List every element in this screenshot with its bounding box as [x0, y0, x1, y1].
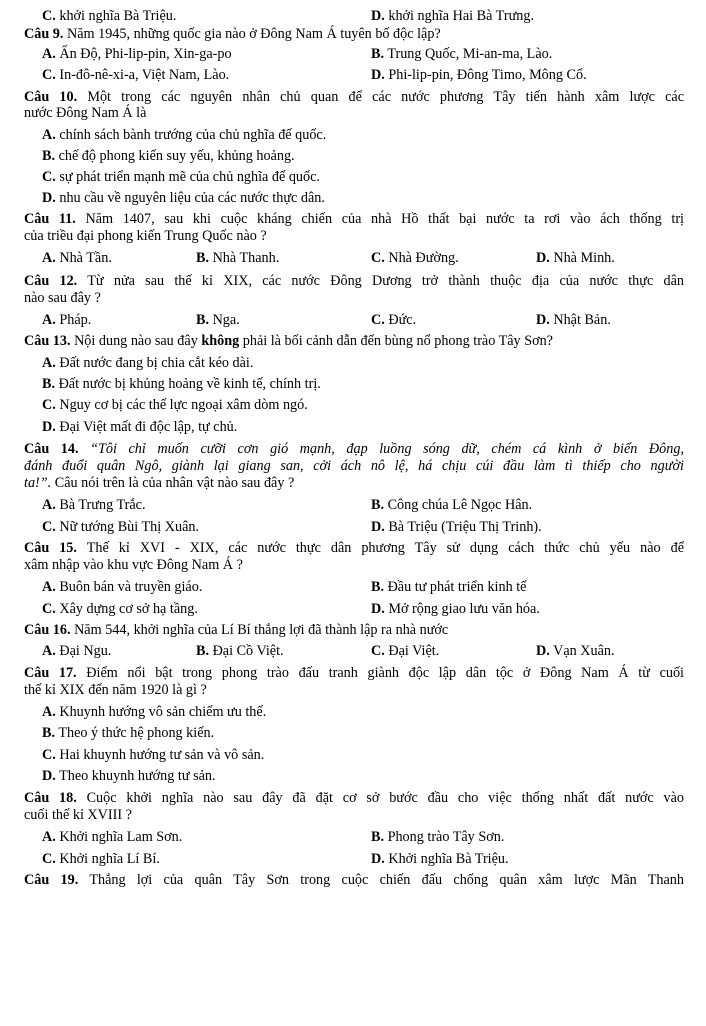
q15-option-a: A. Buôn bán và truyền giáo.	[42, 579, 203, 595]
q14-option-c: C. Nữ tướng Bùi Thị Xuân.	[42, 519, 200, 535]
q13-option-c: C. Nguy cơ bị các thế lực ngoại xâm dòm ngó.	[42, 397, 308, 413]
q18-option-a: A. Khởi nghĩa Lam Sơn.	[42, 829, 183, 845]
q9-option-a: A. Ấn Độ, Phi-lip-pin, Xin-ga-po	[42, 46, 232, 62]
q12-option-d: D. Nhật Bản.	[536, 312, 611, 328]
q12-option-a: A. Pháp.	[42, 312, 92, 328]
question-14-quote: đánh đuổi quân Ngô, giành lại giang san, cởi ách nô lệ, há chịu cúi đầu làm tì thiếp cho người	[24, 458, 684, 474]
q9-option-b: B. Trung Quốc, Mi-an-ma, Lào.	[371, 46, 553, 62]
question-15-cont: xâm nhập vào khu vực Đông Nam Á ?	[24, 557, 243, 573]
question-18: Câu 18. Cuộc khởi nghĩa nào sau đây đã đặt cơ sở bước đầu cho việc thống nhất đất nước vào	[24, 790, 685, 806]
question-11: Câu 11. Năm 1407, sau khi cuộc kháng chiến của nhà Hồ thất bại nước ta rơi vào ách thống trị	[24, 211, 684, 227]
q18-option-c: C. Khởi nghĩa Lí Bí.	[42, 851, 160, 867]
q9-option-d: D. Phi-lip-pin, Đông Timo, Mông Cổ.	[371, 67, 587, 83]
q17-option-d: D. Theo khuynh hướng tư sản.	[42, 768, 216, 784]
q11-option-b: B. Nhà Thanh.	[196, 250, 280, 266]
q15-option-c: C. Xây dựng cơ sở hạ tầng.	[42, 601, 198, 617]
q14-option-a: A. Bà Trưng Trắc.	[42, 497, 146, 513]
question-17: Câu 17. Điểm nổi bật trong phong trào đấu tranh giành độc lập dân tộc ở Đông Nam Á từ cuối	[24, 665, 684, 681]
question-12-cont: nào sau đây ?	[24, 290, 101, 306]
q14-option-b: B. Công chúa Lê Ngọc Hân.	[371, 497, 533, 513]
option-c: C. khởi nghĩa Bà Triệu.	[42, 8, 177, 24]
q16-option-a: A. Đại Ngu.	[42, 643, 112, 659]
q14-option-d: D. Bà Triệu (Triệu Thị Trinh).	[371, 519, 542, 535]
q16-option-b: B. Đại Cồ Việt.	[196, 643, 284, 659]
q11-option-d: D. Nhà Minh.	[536, 250, 615, 266]
question-16: Câu 16. Năm 544, khởi nghĩa của Lí Bí thắng lợi đã thành lập ra nhà nước	[24, 622, 449, 638]
option-d: D. khởi nghĩa Hai Bà Trưng.	[371, 8, 534, 24]
q16-option-d: D. Vạn Xuân.	[536, 643, 615, 659]
question-10-cont: nước Đông Nam Á là	[24, 105, 147, 121]
question-9: Câu 9. Năm 1945, những quốc gia nào ở Đông Nam Á tuyên bố độc lập?	[24, 26, 441, 42]
question-14: Câu 14. “Tôi chỉ muốn cưỡi cơn gió mạnh, đạp luồng sóng dữ, chém cá kình ở biển Đông,	[24, 441, 685, 457]
question-15: Câu 15. Thế kỉ XVI - XIX, các nước thực dân phương Tây sử dụng cách thức chủ yếu nào để	[24, 540, 684, 556]
q18-option-d: D. Khởi nghĩa Bà Triệu.	[371, 851, 509, 867]
question-12: Câu 12. Từ nửa sau thế kỉ XIX, các nước Đông Dương trở thành thuộc địa của nước thực dân	[24, 273, 684, 289]
question-13: Câu 13. Nội dung nào sau đây không phải là bối cảnh dẫn đến bùng nổ phong trào Tây Sơn?	[24, 333, 553, 349]
q17-option-b: B. Theo ý thức hệ phong kiến.	[42, 725, 215, 741]
q10-option-b: B. chế độ phong kiến suy yếu, khủng hoảng.	[42, 148, 295, 164]
q11-option-a: A. Nhà Tần.	[42, 250, 112, 266]
q17-option-c: C. Hai khuynh hướng tư sản và vô sản.	[42, 747, 265, 763]
q11-option-c: C. Nhà Đường.	[371, 250, 459, 266]
q13-option-b: B. Đất nước bị khủng hoảng về kinh tế, chính trị.	[42, 376, 321, 392]
q13-option-a: A. Đất nước đang bị chia cắt kéo dài.	[42, 355, 254, 371]
q10-option-d: D. nhu cầu về nguyên liệu của các nước thực dân.	[42, 190, 325, 206]
q18-option-b: B. Phong trào Tây Sơn.	[371, 829, 505, 845]
q17-option-a: A. Khuynh hướng vô sản chiếm ưu thế.	[42, 704, 267, 720]
question-10: Câu 10. Một trong các nguyên nhân chủ quan để các nước phương Tây tiến hành xâm lược các	[24, 89, 685, 105]
q10-option-a: A. chính sách bành trướng của chủ nghĩa đế quốc.	[42, 127, 327, 143]
question-18-cont: cuối thế kỉ XVIII ?	[24, 807, 132, 823]
q10-option-c: C. sự phát triển mạnh mẽ của chủ nghĩa đế quốc.	[42, 169, 320, 185]
q16-option-c: C. Đại Việt.	[371, 643, 440, 659]
question-14-cont: ta!”. Câu nói trên là của nhân vật nào sau đây ?	[24, 475, 295, 491]
question-17-cont: thế kỉ XIX đến năm 1920 là gì ?	[24, 682, 207, 698]
q9-option-c: C. In-đô-nê-xi-a, Việt Nam, Lào.	[42, 67, 230, 83]
q12-option-c: C. Đức.	[371, 312, 417, 328]
q13-option-d: D. Đại Việt mất đi độc lập, tự chủ.	[42, 419, 238, 435]
q12-option-b: B. Nga.	[196, 312, 240, 328]
q15-option-d: D. Mở rộng giao lưu văn hóa.	[371, 601, 540, 617]
question-11-cont: của triều đại phong kiến Trung Quốc nào ?	[24, 228, 267, 244]
question-19: Câu 19. Thắng lợi của quân Tây Sơn trong cuộc chiến đấu chống quân xâm lược Mãn Thanh	[24, 872, 684, 888]
q15-option-b: B. Đầu tư phát triển kinh tế	[371, 579, 527, 595]
